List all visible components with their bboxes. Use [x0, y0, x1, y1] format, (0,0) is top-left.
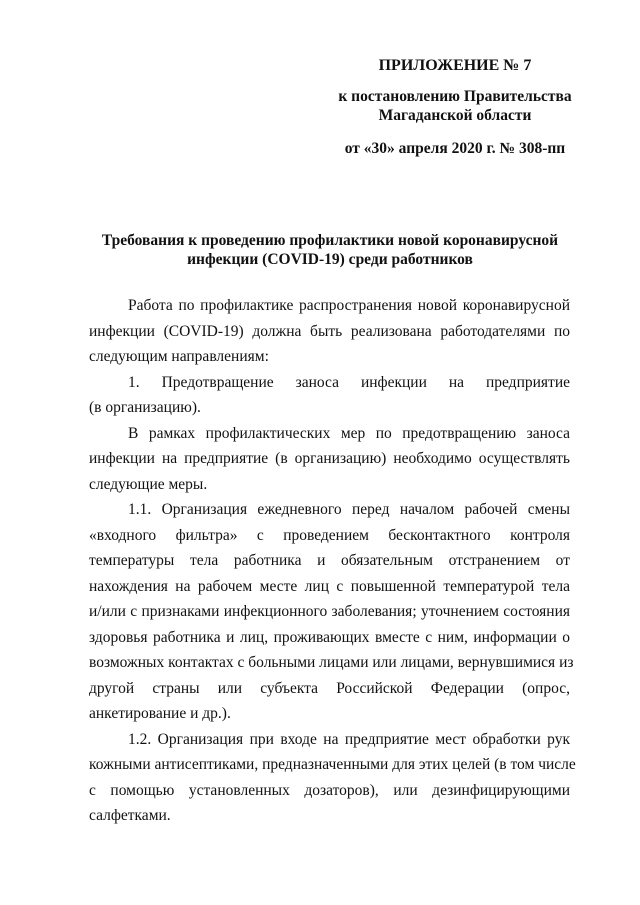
paragraph-line: инфекции (COVID-19) должна быть реализована работодателями по: [89, 322, 570, 340]
paragraph-line: здоровья работника и лиц, проживающих вместе с ним, информации о: [89, 628, 570, 646]
paragraph-line: возможных контактах с больными лицами или лицами, вернувшимися из: [89, 654, 574, 671]
document-title: [90, 231, 570, 269]
paragraph-item-1: [89, 370, 570, 421]
paragraph-line: «входного фильтра» с проведением бесконтактного контроля: [89, 526, 570, 544]
appendix-line-1: к постановлению Правительства: [338, 88, 572, 105]
appendix-header: [300, 56, 610, 158]
paragraph-item-1-1: [89, 497, 574, 727]
appendix-line-2: Магаданской области: [378, 107, 532, 124]
paragraph-line: салфетками.: [89, 807, 171, 824]
paragraph-line: другой страны или субъекта Российской Федерации (опрос,: [89, 679, 570, 697]
paragraph-line: инфекции на предприятие (в организацию) необходимо осуществлять: [89, 450, 570, 467]
paragraph-line: температуры тела работника и обязательным отстранением от: [89, 552, 570, 569]
paragraph-line: 1.2. Организация при входе на предприятие мест обработки рук: [128, 730, 570, 748]
paragraph-line: (в организацию).: [89, 399, 201, 416]
paragraph-line: 1.1. Организация ежедневного перед началом рабочей смены: [128, 501, 570, 518]
document-title-line-2: инфекции (COVID-19) среди работников: [187, 251, 473, 268]
appendix-title: ПРИЛОЖЕНИЕ № 7: [378, 57, 532, 74]
document-title-line-1: Требования к проведению профилактики новой коронавирусной: [101, 232, 559, 249]
paragraph-line: с помощью установленных дозаторов), или дезинфицирующими: [89, 781, 570, 799]
appendix-date: от «30» апреля 2020 г. № 308-пп: [344, 140, 566, 157]
paragraph-measures: [89, 421, 570, 498]
paragraph-line: кожными антисептиками, предназначенными для этих целей (в том числе: [89, 756, 576, 773]
paragraph-line: 1. Предотвращение заноса инфекции на предприятие: [128, 373, 570, 391]
paragraph-line: В рамках профилактических мер по предотвращению заноса: [128, 424, 570, 442]
document-body: [89, 293, 576, 829]
paragraph-line: анкетирование и др.).: [89, 705, 231, 722]
paragraph-line: и/или с признаками инфекционного заболевания; уточнением состояния: [89, 603, 570, 620]
paragraph-line: следующим направлениям:: [89, 348, 269, 365]
paragraph-item-1-2: [89, 727, 576, 829]
paragraph-line: Работа по профилактике распространения новой коронавирусной: [128, 297, 570, 314]
paragraph-intro: [89, 293, 570, 370]
paragraph-line: следующие меры.: [89, 475, 208, 493]
paragraph-line: нахождения на рабочем месте лиц с повышенной температурой тела: [89, 577, 570, 595]
